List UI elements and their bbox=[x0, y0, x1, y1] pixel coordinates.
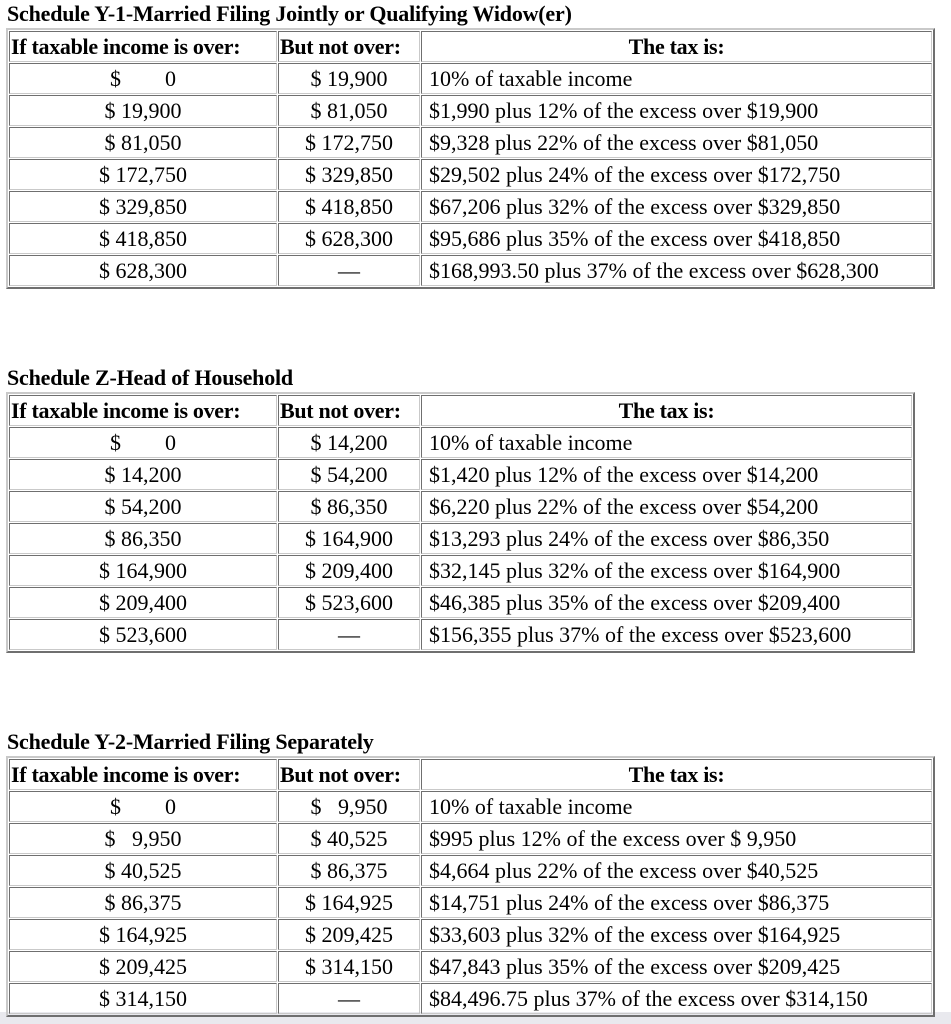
cell-tax: $29,502 plus 24% of the excess over $172,750 bbox=[421, 159, 932, 190]
cell-not-over: $ 9,950 bbox=[278, 791, 420, 822]
cell-tax: $6,220 plus 22% of the excess over $54,200 bbox=[421, 491, 912, 522]
table-row bbox=[9, 191, 932, 222]
schedule-y2-section bbox=[6, 728, 935, 1017]
cell-over: $ 40,525 bbox=[9, 855, 277, 886]
cell-over: $ 9,950 bbox=[9, 823, 277, 854]
schedule-title: Schedule Y-2-Married Filing Separately bbox=[7, 729, 374, 754]
cell-tax: $4,664 plus 22% of the excess over $40,525 bbox=[421, 855, 932, 886]
column-header-tax: The tax is: bbox=[421, 31, 932, 62]
cell-tax: 10% of taxable income bbox=[421, 427, 912, 458]
column-header-not-over: But not over: bbox=[278, 395, 420, 426]
cell-not-over: — bbox=[278, 983, 420, 1014]
cell-over: $ 86,375 bbox=[9, 887, 277, 918]
cell-over: $ 0 bbox=[9, 63, 277, 94]
column-header-over: If taxable income is over: bbox=[9, 759, 277, 790]
cell-tax: $156,355 plus 37% of the excess over $523,600 bbox=[421, 619, 912, 650]
cell-not-over: $ 164,925 bbox=[278, 887, 420, 918]
column-header-not-over: But not over: bbox=[278, 759, 420, 790]
cell-over: $ 86,350 bbox=[9, 523, 277, 554]
table-row bbox=[9, 427, 912, 458]
cell-not-over: $ 14,200 bbox=[278, 427, 420, 458]
cell-over: $ 0 bbox=[9, 427, 277, 458]
cell-tax: $67,206 plus 32% of the excess over $329,850 bbox=[421, 191, 932, 222]
cell-tax: 10% of taxable income bbox=[421, 791, 932, 822]
cell-over: $ 172,750 bbox=[9, 159, 277, 190]
cell-not-over: $ 81,050 bbox=[278, 95, 420, 126]
table-row bbox=[9, 587, 912, 618]
table-row bbox=[9, 159, 932, 190]
tax-rate-table bbox=[6, 756, 935, 1017]
cell-over: $ 329,850 bbox=[9, 191, 277, 222]
cell-tax: $47,843 plus 35% of the excess over $209,425 bbox=[421, 951, 932, 982]
cell-tax: $13,293 plus 24% of the excess over $86,350 bbox=[421, 523, 912, 554]
cell-over: $ 19,900 bbox=[9, 95, 277, 126]
cell-not-over: $ 86,375 bbox=[278, 855, 420, 886]
table-row bbox=[9, 255, 932, 286]
cell-over: $ 209,400 bbox=[9, 587, 277, 618]
cell-over: $ 628,300 bbox=[9, 255, 277, 286]
cell-over: $ 523,600 bbox=[9, 619, 277, 650]
cell-not-over: $ 209,400 bbox=[278, 555, 420, 586]
cell-over: $ 0 bbox=[9, 791, 277, 822]
tax-rate-table bbox=[6, 392, 915, 653]
cell-over: $ 54,200 bbox=[9, 491, 277, 522]
cell-tax: $14,751 plus 24% of the excess over $86,375 bbox=[421, 887, 932, 918]
table-header-row bbox=[9, 31, 932, 62]
cell-tax: $32,145 plus 32% of the excess over $164,900 bbox=[421, 555, 912, 586]
schedule-title: Schedule Z-Head of Household bbox=[7, 365, 293, 390]
column-header-over: If taxable income is over: bbox=[9, 395, 277, 426]
cell-not-over: $ 164,900 bbox=[278, 523, 420, 554]
table-header-row bbox=[9, 759, 932, 790]
cell-tax: $995 plus 12% of the excess over $ 9,950 bbox=[421, 823, 932, 854]
cell-not-over: — bbox=[278, 619, 420, 650]
cell-not-over: $ 329,850 bbox=[278, 159, 420, 190]
column-header-over: If taxable income is over: bbox=[9, 31, 277, 62]
table-header-row bbox=[9, 395, 912, 426]
cell-tax: $1,990 plus 12% of the excess over $19,900 bbox=[421, 95, 932, 126]
column-header-tax: The tax is: bbox=[421, 395, 912, 426]
table-row bbox=[9, 523, 912, 554]
cell-tax: 10% of taxable income bbox=[421, 63, 932, 94]
table-row bbox=[9, 823, 932, 854]
cell-not-over: $ 628,300 bbox=[278, 223, 420, 254]
cell-over: $ 164,900 bbox=[9, 555, 277, 586]
cell-not-over: $ 40,525 bbox=[278, 823, 420, 854]
table-row bbox=[9, 95, 932, 126]
table-row bbox=[9, 459, 912, 490]
column-header-not-over: But not over: bbox=[278, 31, 420, 62]
column-header-tax: The tax is: bbox=[421, 759, 932, 790]
cell-not-over: $ 314,150 bbox=[278, 951, 420, 982]
table-row bbox=[9, 223, 932, 254]
cell-tax: $46,385 plus 35% of the excess over $209,400 bbox=[421, 587, 912, 618]
table-row bbox=[9, 491, 912, 522]
table-row bbox=[9, 855, 932, 886]
table-row bbox=[9, 619, 912, 650]
cell-not-over: $ 54,200 bbox=[278, 459, 420, 490]
cell-not-over: $ 86,350 bbox=[278, 491, 420, 522]
cell-tax: $33,603 plus 32% of the excess over $164,925 bbox=[421, 919, 932, 950]
cell-tax: $1,420 plus 12% of the excess over $14,200 bbox=[421, 459, 912, 490]
cell-tax: $84,496.75 plus 37% of the excess over $314,150 bbox=[421, 983, 932, 1014]
schedule-title: Schedule Y-1-Married Filing Jointly or Qualifying Widow(er) bbox=[7, 1, 572, 26]
cell-over: $ 418,850 bbox=[9, 223, 277, 254]
table-row bbox=[9, 127, 932, 158]
schedule-y1-section bbox=[6, 0, 935, 289]
table-row bbox=[9, 983, 932, 1014]
table-row bbox=[9, 887, 932, 918]
cell-not-over: $ 19,900 bbox=[278, 63, 420, 94]
cell-tax: $9,328 plus 22% of the excess over $81,050 bbox=[421, 127, 932, 158]
table-row bbox=[9, 555, 912, 586]
table-row bbox=[9, 63, 932, 94]
cell-not-over: $ 523,600 bbox=[278, 587, 420, 618]
cell-tax: $95,686 plus 35% of the excess over $418,850 bbox=[421, 223, 932, 254]
table-row bbox=[9, 791, 932, 822]
tax-rate-table bbox=[6, 28, 935, 289]
cell-not-over: $ 418,850 bbox=[278, 191, 420, 222]
cell-over: $ 81,050 bbox=[9, 127, 277, 158]
cell-over: $ 164,925 bbox=[9, 919, 277, 950]
table-row bbox=[9, 951, 932, 982]
cell-not-over: $ 172,750 bbox=[278, 127, 420, 158]
cell-not-over: $ 209,425 bbox=[278, 919, 420, 950]
cell-over: $ 314,150 bbox=[9, 983, 277, 1014]
cell-over: $ 209,425 bbox=[9, 951, 277, 982]
cell-over: $ 14,200 bbox=[9, 459, 277, 490]
table-row bbox=[9, 919, 932, 950]
cell-tax: $168,993.50 plus 37% of the excess over $628,300 bbox=[421, 255, 932, 286]
cell-not-over: — bbox=[278, 255, 420, 286]
schedule-z-section bbox=[6, 364, 915, 653]
